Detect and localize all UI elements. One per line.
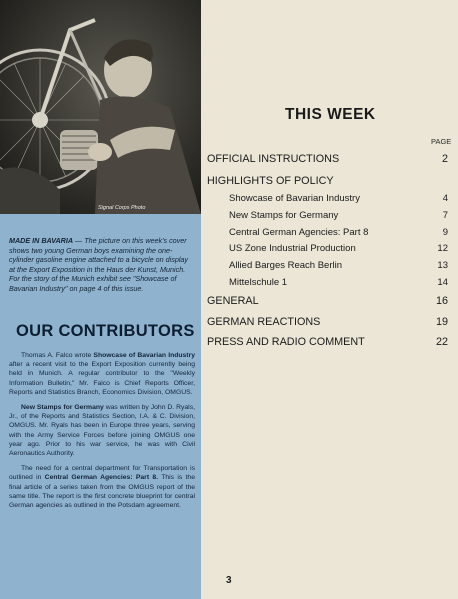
toc-item[interactable] [0, 153, 458, 167]
contributor-description: This is the final article of a series taken from the OMGUS report of the same title. The report is the first concrete blueprint for central German agencies as outlined in the Potsdam agreement. [9, 474, 195, 510]
page-number: 3 [226, 575, 232, 586]
toc-item-label: Mittelschule 1 [229, 277, 288, 288]
toc-item[interactable] [0, 227, 458, 241]
toc-item[interactable] [0, 210, 458, 224]
toc-item[interactable] [0, 243, 458, 257]
photo-credit: Signal Corps Photo [98, 205, 146, 211]
toc-item-label: Allied Barges Reach Berlin [229, 260, 343, 271]
caption-body: — The picture on this week's cover shows two young German boys examining the one-cylinder gasoline engine attached to a bicycle on display at the Export Exposition in the Haus der Kunst, Munich. For the story of the Munich exhibit see "Showcase of Bavarian Industry" on page 4 of this issue. [9, 236, 189, 293]
caption-lead: MADE IN BAVARIA [9, 236, 74, 245]
contributor-article-title: Central German Agencies: Part 8. [44, 474, 159, 482]
contributor-paragraph [9, 403, 195, 458]
toc-item-page: 19 [435, 316, 448, 328]
toc-item-page: 12 [437, 243, 448, 254]
toc-item-page: 9 [442, 227, 448, 238]
toc-item[interactable] [0, 336, 458, 350]
contributors-title: OUR CONTRIBUTORS [16, 322, 195, 340]
toc-item-page: 7 [442, 210, 448, 221]
toc-item[interactable] [0, 193, 458, 207]
contributors-text [9, 351, 195, 516]
toc-item-label: GENERAL [207, 295, 259, 307]
toc-item[interactable] [0, 295, 458, 309]
toc-item-label: HIGHLIGHTS OF POLICY [207, 175, 334, 187]
toc-item[interactable] [0, 316, 458, 330]
toc-item-page: 13 [437, 260, 448, 271]
contributor-article-title: New Stamps for Germany [21, 404, 104, 412]
contributor-connector: wrote [72, 352, 94, 359]
toc-heading: THIS WEEK [285, 106, 376, 123]
toc-item-page: 4 [442, 193, 448, 204]
toc-page-label: PAGE [431, 137, 452, 146]
contributor-paragraph [9, 464, 195, 510]
toc-item[interactable] [0, 260, 458, 274]
toc-item-label: Central German Agencies: Part 8 [229, 227, 369, 238]
toc-item-page: 16 [435, 295, 448, 307]
toc-item-page: 2 [441, 153, 448, 165]
toc-item-label: PRESS AND RADIO COMMENT [207, 336, 365, 348]
toc-item-label: US Zone Industrial Production [229, 243, 356, 254]
contributor-description: after a recent visit to the Export Exposition currently being held in Munich. A regular contributor to the "Weekly Information Bulletin," Mr. Falco is Chief Reports Officer, Reports and Statistics Branch, Economics Division, OMGUS. [9, 361, 195, 396]
contributor-intro: The need for a central department for Transportation is outlined in [9, 465, 195, 482]
toc-item[interactable] [0, 175, 458, 189]
toc-item-page: 22 [435, 336, 448, 348]
toc-item-label: GERMAN REACTIONS [207, 316, 321, 328]
contributor-name: Thomas A. Falco [21, 352, 73, 359]
toc-item-page: 14 [437, 277, 448, 288]
toc-item-label: New Stamps for Germany [229, 210, 339, 221]
contributor-article-title: Showcase of Bavarian Industry [93, 352, 196, 359]
toc-item-label: Showcase of Bavarian Industry [229, 193, 360, 204]
contributor-description: was written by John D. Ryals, Jr., of the Reports and Statistics Section, I.A. & C. Division, OMGUS. Mr. Ryals has been in Europe three years, serving with the Army Service Forces before joining OMGUS one year ago. Prior to his war service, he was with Civil Aeronautics Authority. [9, 404, 195, 458]
toc-item-label: OFFICIAL INSTRUCTIONS [207, 153, 340, 165]
toc-item[interactable] [0, 277, 458, 291]
contributor-paragraph [9, 351, 195, 397]
